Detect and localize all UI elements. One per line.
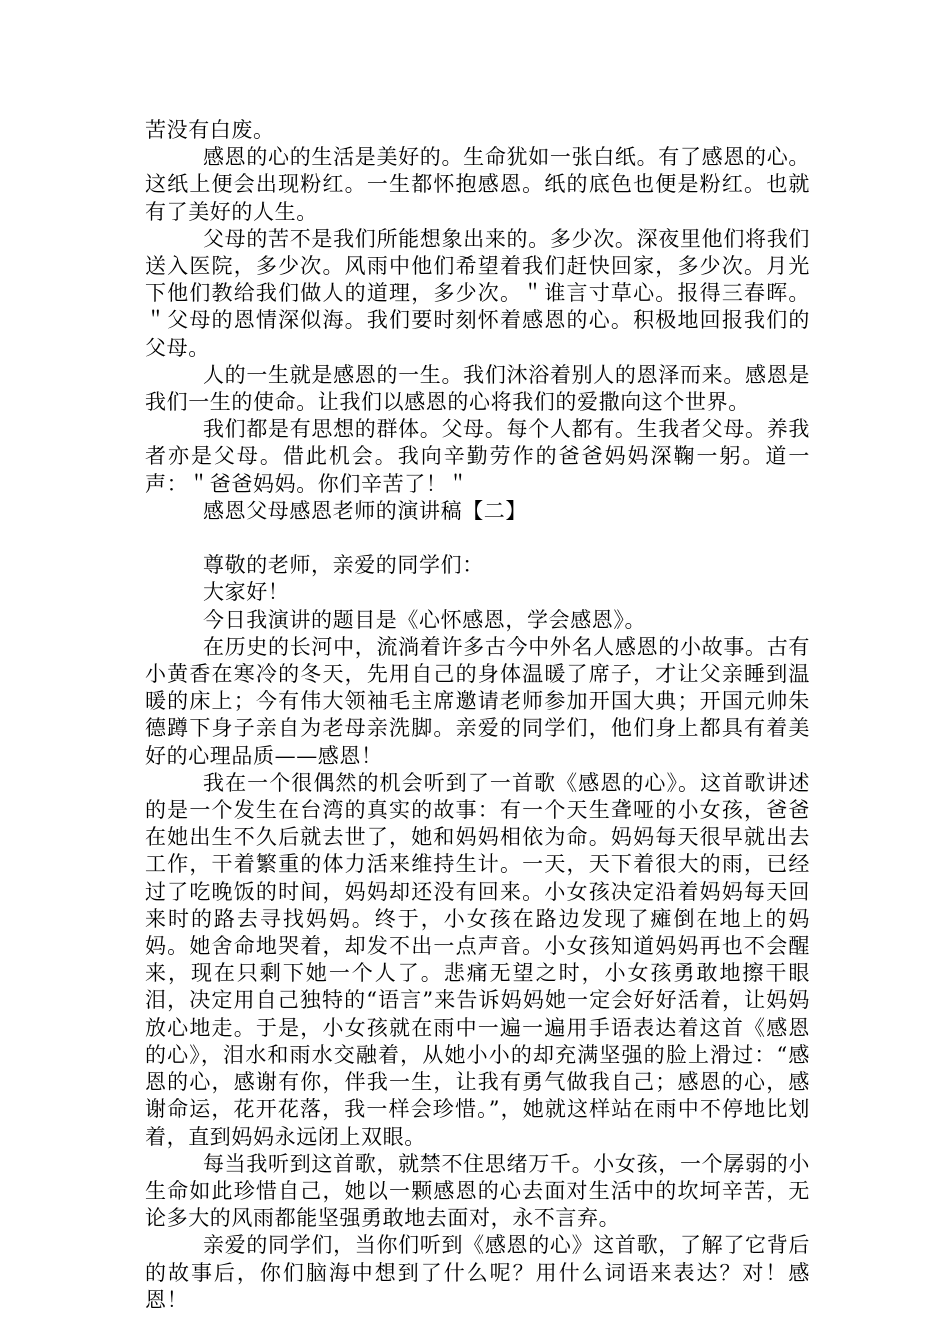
paragraph: 感恩的心的生活是美好的。生命犹如一张白纸。有了感恩的心。这纸上便会出现粉红。一生都怀抱感恩。纸的底色也便是粉红。也就有了美好的人生。 bbox=[145, 145, 810, 224]
paragraph: 我在一个很偶然的机会听到了一首歌《感恩的心》。这首歌讲述的是一个发生在台湾的真实的故事：有一个天生聋哑的小女孩，爸爸在她出生不久后就去世了，她和妈妈相依为命。妈妈每天很早就出去工作，干着繁重的体力活来维持生计。一天，天下着很大的雨，已经过了吃晚饭的时间，妈妈却还没有回来。小女孩决定沿着妈妈每天回来时的路去寻找妈妈。终于，小女孩在路边发现了瘫倒在地上的妈妈。她舍命地哭着，却发不出一点声音。小女孩知道妈妈再也不会醒来，现在只剩下她一个人了。悲痛无望之时，小女孩勇敢地擦干眼泪，决定用自己独特的“语言”来告诉妈妈她一定会好好活着，让妈妈放心地走。于是，小女孩就在雨中一遍一遍用手语表达着这首《感恩的心》，泪水和雨水交融着，从她小小的却充满坚强的脸上滑过：“感恩的心，感谢有你，伴我一生，让我有勇气做我自己；感恩的心，感谢命运，花开花落，我一样会珍惜。”，她就这样站在雨中不停地比划着，直到妈妈永远闭上双眼。 bbox=[145, 770, 810, 1149]
paragraph: 今日我演讲的题目是《心怀感恩，学会感恩》。 bbox=[203, 607, 647, 632]
paragraph: 我们都是有思想的群体。父母。每个人都有。生我者父母。养我者亦是父母。借此机会。我向辛勤劳作的爸爸妈妈深鞠一躬。道一声：＂爸爸妈妈。你们辛苦了！＂ bbox=[145, 417, 810, 496]
document-body bbox=[145, 117, 810, 1314]
paragraph: 父母的苦不是我们所能想象出来的。多少次。深夜里他们将我们送入医院，多少次。风雨中他们希望着我们赶快回家，多少次。月光下他们教给我们做人的道理，多少次。＂谁言寸草心。报得三春晖。＂父母的恩情深似海。我们要时刻怀着感恩的心。积极地回报我们的父母。 bbox=[145, 226, 810, 360]
salutation: 尊敬的老师，亲爱的同学们： bbox=[203, 553, 484, 578]
paragraph: 苦没有白废。 bbox=[145, 118, 275, 142]
paragraph: 亲爱的同学们，当你们听到《感恩的心》这首歌，了解了它背后的故事后，你们脑海中想到了什么呢？用什么词语来表达？对！感恩！ bbox=[145, 1233, 810, 1312]
paragraph: 在历史的长河中，流淌着许多古今中外名人感恩的小故事。古有小黄香在寒冷的冬天，先用自己的身体温暖了席子，才让父亲睡到温暖的床上；今有伟大领袖毛主席邀请老师参加开国大典；开国元帅朱德蹲下身子亲自为老母亲洗脚。亲爱的同学们，他们身上都具有着美好的心理品质——感恩！ bbox=[145, 634, 810, 768]
blank-line bbox=[145, 525, 810, 552]
paragraph: 每当我听到这首歌，就禁不住思绪万千。小女孩，一个孱弱的小生命如此珍惜自己，她以一颗感恩的心去面对生活中的坎坷辛苦，无论多大的风雨都能坚强勇敢地去面对，永不言弃。 bbox=[145, 1151, 810, 1231]
paragraph: 人的一生就是感恩的一生。我们沐浴着别人的恩泽而来。感恩是我们一生的使命。让我们以感恩的心将我们的爱撒向这个世界。 bbox=[145, 362, 810, 415]
greeting: 大家好！ bbox=[203, 580, 290, 605]
section-heading: 感恩父母感恩老师的演讲稿【二】 bbox=[203, 498, 527, 523]
